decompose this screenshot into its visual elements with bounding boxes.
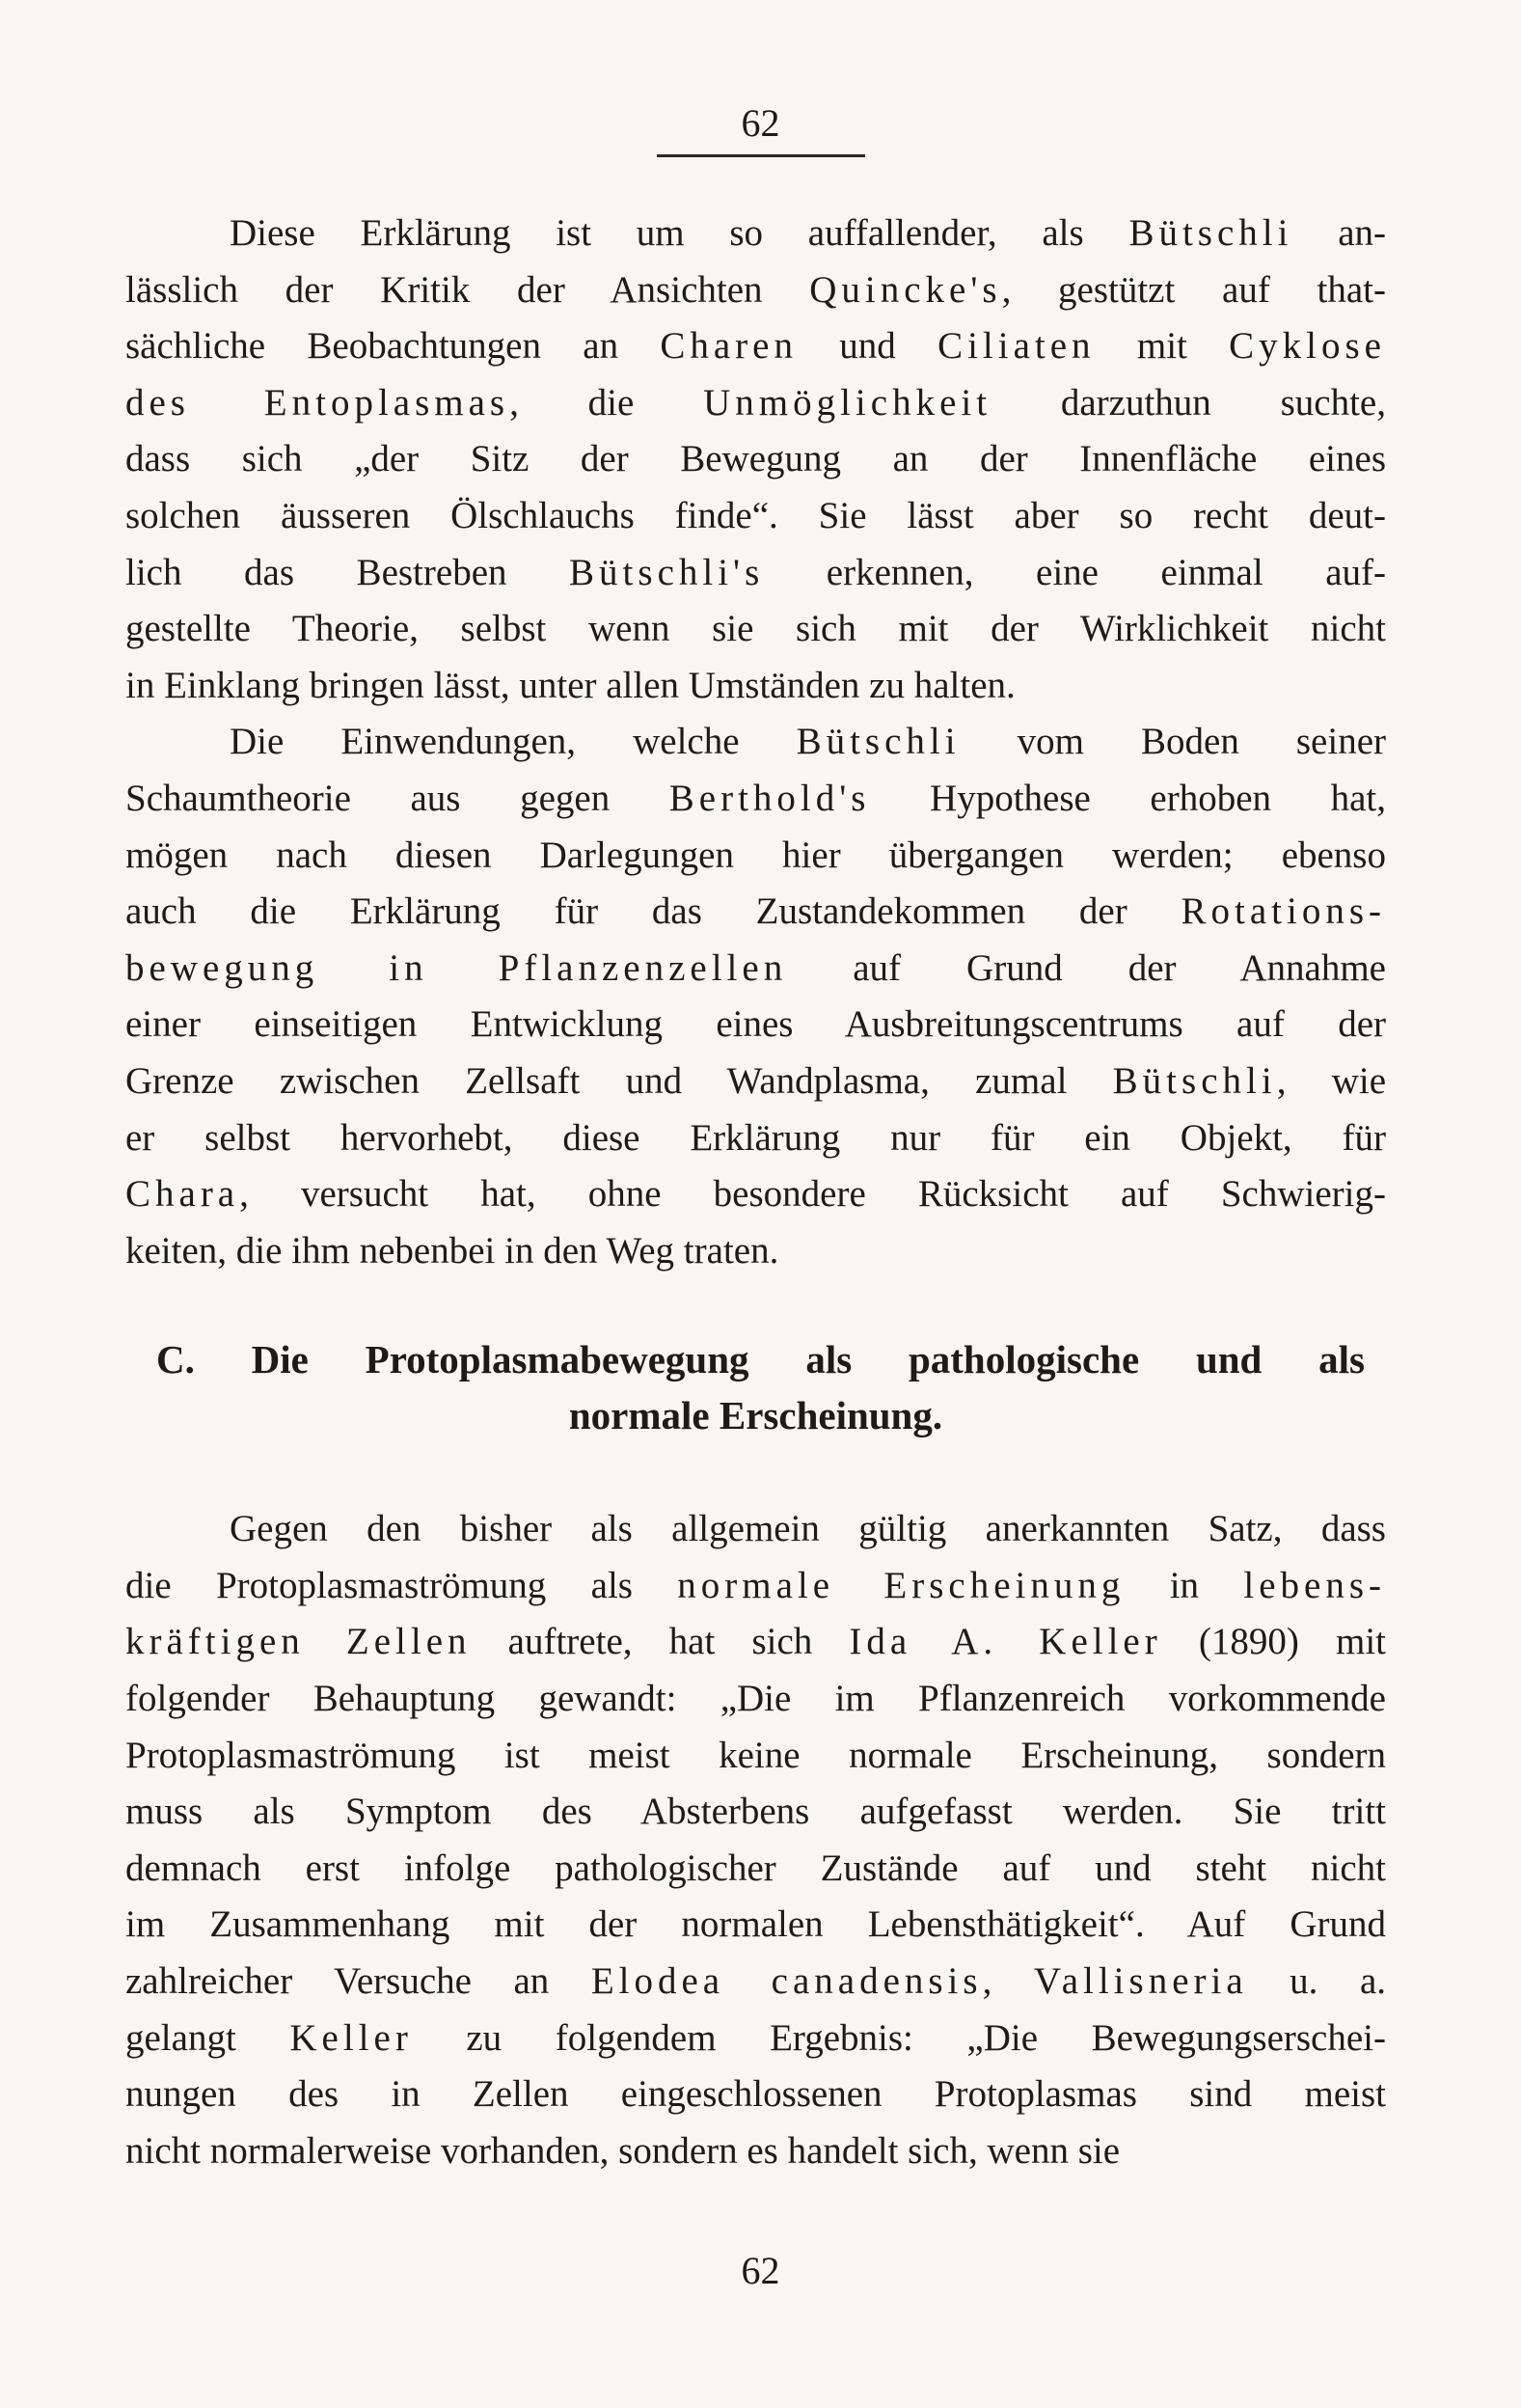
paragraph-3 — [125, 1501, 1386, 2179]
text-line: Chara, versucht hat, ohne besondere Rücksicht auf Schwierig- — [125, 1173, 1386, 1216]
text-line: nungen des in Zellen eingeschlossenen Protoplasmas sind meist — [125, 2073, 1386, 2116]
text-line: lich das Bestreben Bütschli's erkennen, eine einmal auf- — [125, 551, 1386, 593]
spaced-emphasis: Keller — [289, 2016, 413, 2059]
text-line: des Entoplasmas, die Unmöglichkeit darzuthun suchte, — [125, 381, 1386, 424]
spaced-emphasis: Ciliaten — [937, 325, 1096, 368]
text-line: einer einseitigen Entwicklung eines Ausbreitungscentrums auf der — [125, 1003, 1386, 1046]
text-line: Gegen den bisher als allgemein gültig anerkannten Satz, dass — [230, 1508, 1386, 1550]
section-heading-line-1: C. Die Protoplasmabewegung als pathologische und als — [156, 1337, 1365, 1382]
spaced-emphasis: Vallisneria — [1033, 1960, 1248, 2003]
text-line: zahlreicher Versuche an Elodea canadensis, Vallisneria u. a. — [125, 1960, 1386, 2003]
header-rule — [657, 154, 865, 157]
text-line: er selbst hervorhebt, diese Erklärung nur für ein Objekt, für — [125, 1116, 1386, 1159]
spaced-emphasis: Bütschli — [796, 721, 961, 763]
text-line: kräftigen Zellen auftrete, hat sich Ida A. Keller (1890) mit — [125, 1621, 1386, 1663]
text-line: in Einklang bringen lässt, unter allen Umständen zu halten. — [125, 664, 1016, 706]
text-line: Diese Erklärung ist um so auffallender, als Bütschli an- — [230, 212, 1386, 254]
spaced-emphasis: Charen — [660, 325, 798, 368]
text-line: Schaumtheorie aus gegen Berthold's Hypothese erhoben hat, — [125, 777, 1386, 819]
text-line: gestellte Theorie, selbst wenn sie sich mit der Wirklichkeit nicht — [125, 608, 1386, 650]
text-line: gelangt Keller zu folgendem Ergebnis: „Die Bewegungserschei- — [125, 2016, 1386, 2059]
spaced-emphasis: lebens- — [1243, 1564, 1386, 1606]
text-line: Die Einwendungen, welche Bütschli vom Boden seiner — [230, 721, 1386, 763]
text-line: solchen äusseren Ölschlauchs finde“. Sie lässt aber so recht deut- — [125, 494, 1386, 536]
paragraph-1 — [125, 205, 1386, 714]
section-heading-line-2: normale Erscheinung. — [568, 1393, 943, 1438]
section-heading — [125, 1331, 1386, 1443]
text-line: folgender Behauptung gewandt: „Die im Pflanzenreich vorkommende — [125, 1678, 1386, 1720]
spaced-emphasis: Rotations- — [1181, 890, 1386, 933]
text-line: muss als Symptom des Absterbens aufgefasst werden. Sie tritt — [125, 1791, 1386, 1833]
body-text — [125, 205, 1386, 2179]
spaced-emphasis: kräftigen Zellen — [125, 1621, 472, 1663]
text-line: demnach erst infolge pathologischer Zustände auf und steht nicht — [125, 1847, 1386, 1889]
spaced-emphasis: Unmöglichkeit — [703, 381, 992, 424]
text-line: mögen nach diesen Darlegungen hier übergangen werden; ebenso — [125, 834, 1386, 876]
text-line: Grenze zwischen Zellsaft und Wandplasma, zumal Bütschli, wie — [125, 1059, 1386, 1102]
spaced-emphasis: des Entoplasmas — [125, 381, 510, 424]
text-line: Protoplasmaströmung ist meist keine normale Erscheinung, sondern — [125, 1734, 1386, 1776]
spaced-emphasis: Chara — [125, 1173, 240, 1216]
spaced-emphasis: Bütschli — [1128, 212, 1293, 254]
text-line: im Zusammenhang mit der normalen Lebensthätigkeit“. Auf Grund — [125, 1903, 1386, 1946]
spaced-emphasis: Ida A. Keller — [849, 1621, 1162, 1663]
spaced-emphasis: Quincke's — [809, 268, 1002, 311]
paragraph-2 — [125, 714, 1386, 1279]
text-line: keiten, die ihm nebenbei in den Weg traten. — [125, 1229, 779, 1272]
page-number-header: 62 — [741, 101, 780, 145]
text-line: bewegung in Pflanzenzellen auf Grund der Annahme — [125, 946, 1386, 989]
spaced-emphasis: Bütschli's — [569, 551, 765, 593]
text-line: nicht normalerweise vorhanden, sondern es handelt sich, wenn sie — [125, 2129, 1121, 2172]
spaced-emphasis: Bütschli — [1112, 1059, 1277, 1102]
spaced-emphasis: Elodea canadensis — [590, 1960, 983, 2003]
spaced-emphasis: Cyklose — [1229, 325, 1386, 368]
text-line: auch die Erklärung für das Zustandekommen der Rotations- — [125, 890, 1386, 933]
text-line: sächliche Beobachtungen an Charen und Ciliaten mit Cyklose — [125, 325, 1386, 368]
text-line: dass sich „der Sitz der Bewegung an der Innenfläche eines — [125, 438, 1386, 480]
spaced-emphasis: bewegung in Pflanzenzellen — [125, 946, 788, 989]
spaced-emphasis: normale Erscheinung — [677, 1564, 1126, 1606]
page-number-footer: 62 — [741, 2249, 780, 2292]
text-line: lässlich der Kritik der Ansichten Quincke's, gestützt auf that- — [125, 268, 1386, 311]
text-line: die Protoplasmaströmung als normale Erscheinung in lebens- — [125, 1564, 1386, 1606]
spaced-emphasis: Berthold's — [668, 777, 871, 819]
